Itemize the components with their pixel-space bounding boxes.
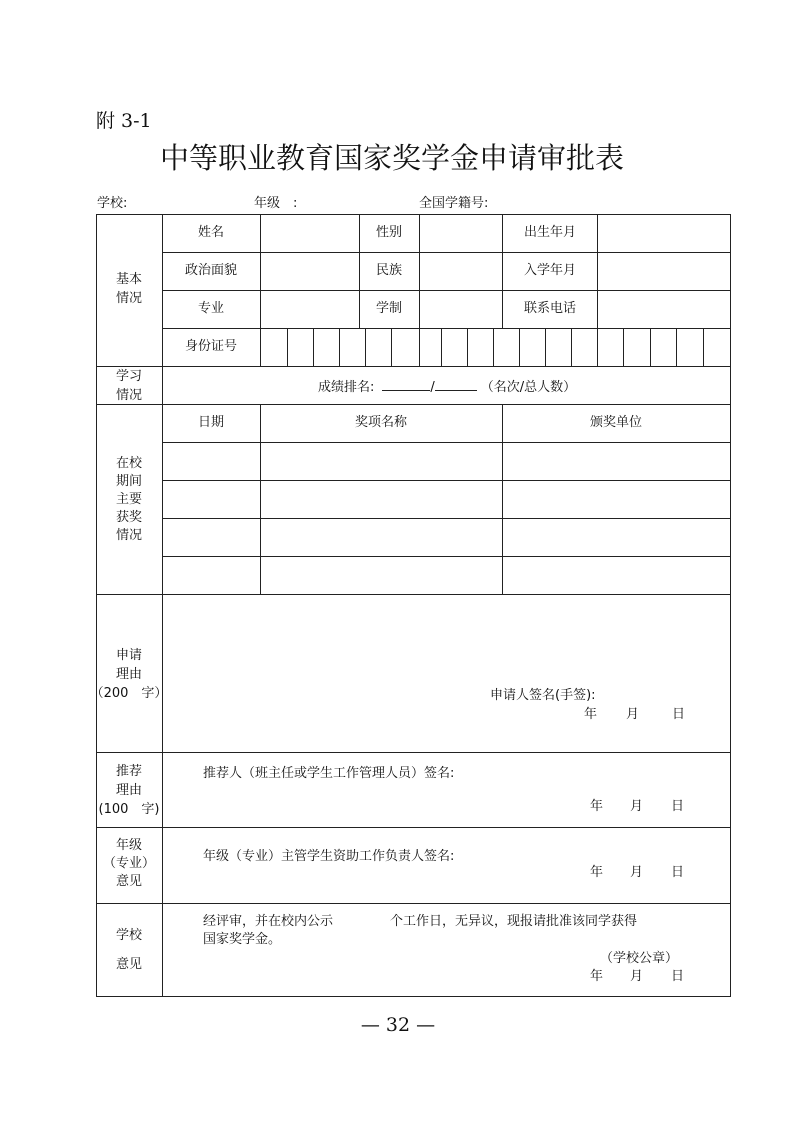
id-number-field[interactable] (261, 329, 729, 366)
enroll-field[interactable] (598, 253, 729, 290)
name-label: 姓名 (197, 225, 225, 240)
awards-row[interactable] (163, 443, 729, 480)
school-opinion-section-label: 学校 意见 (115, 928, 143, 972)
grade-label: 年级 : (254, 196, 298, 211)
school-label: 学校: (97, 196, 128, 211)
awards-header-name: 奖项名称 (354, 415, 408, 430)
page-title: 中等职业教育国家奖学金申请审批表 (160, 141, 625, 175)
recommend-date-day: 日 (671, 799, 685, 814)
reason-section-label: 申请 理由 （200 字） (90, 648, 168, 701)
political-label: 政治面貌 (184, 263, 238, 278)
gender-field[interactable] (420, 215, 501, 252)
phone-field[interactable] (598, 291, 729, 328)
awards-row[interactable] (163, 519, 729, 556)
recommend-date-month: 月 (630, 799, 644, 814)
ranking-note: （名次/总人数） (480, 380, 577, 395)
major-field[interactable] (261, 291, 358, 328)
duration-label: 学制 (375, 301, 403, 316)
ethnicity-field[interactable] (420, 253, 501, 290)
enroll-label: 入学年月 (523, 263, 577, 278)
awards-header-date: 日期 (197, 415, 225, 430)
recommend-field[interactable] (163, 784, 583, 824)
awards-header-issuer: 颁奖单位 (589, 415, 643, 430)
phone-label: 联系电话 (523, 301, 577, 316)
school-opinion-text-part1: 经评审，并在校内公示 (203, 914, 334, 929)
grade-opinion-signature-label: 年级（专业）主管学生资助工作负责人签名: (203, 849, 455, 864)
study-section-label: 学习 情况 (115, 369, 143, 403)
appendix-label: 附 3-1 (96, 110, 152, 132)
reason-field[interactable] (163, 596, 729, 684)
ranking-line (318, 378, 576, 396)
name-field[interactable] (261, 215, 358, 252)
gender-label: 性别 (375, 225, 403, 240)
grade-opinion-date-month: 月 (630, 865, 644, 880)
political-field[interactable] (261, 253, 358, 290)
applicant-signature-label: 申请人签名(手签): (490, 688, 596, 703)
duration-field[interactable] (420, 291, 501, 328)
school-seal-label: （学校公章） (600, 951, 679, 966)
reason-date-year: 年 (584, 707, 598, 722)
awards-row[interactable] (163, 557, 729, 594)
recommender-signature-label: 推荐人（班主任或学生工作管理人员）签名: (203, 766, 455, 781)
school-opinion-text-line2: 国家奖学金。 (203, 932, 282, 947)
rank-field[interactable] (382, 378, 430, 391)
major-label: 专业 (197, 301, 225, 316)
awards-section-label: 在校 期间 主要 获奖 情况 (115, 456, 143, 543)
birth-field[interactable] (598, 215, 729, 252)
reason-date-month: 月 (626, 707, 640, 722)
ranking-label: 成绩排名: (318, 380, 375, 395)
grade-opinion-date-day: 日 (671, 865, 685, 880)
awards-row[interactable] (163, 481, 729, 518)
school-opinion-date-year: 年 (590, 969, 604, 984)
school-opinion-date-day: 日 (671, 969, 685, 984)
ethnicity-label: 民族 (375, 263, 403, 278)
ranking-separator: / (430, 380, 435, 395)
grade-opinion-section-label: 年级 （专业） 意见 (102, 838, 156, 889)
recommend-date-year: 年 (590, 799, 604, 814)
school-opinion-text-part2: 个工作日，无异议，现报请批准该同学获得 (390, 914, 638, 929)
school-opinion-date-month: 月 (630, 969, 644, 984)
student-id-label: 全国学籍号: (419, 196, 489, 211)
total-field[interactable] (435, 378, 477, 391)
page-number: — 32 — (360, 1014, 436, 1036)
reason-date-day: 日 (672, 707, 686, 722)
birth-label: 出生年月 (523, 225, 577, 240)
recommend-section-label: 推荐 理由 (100 字) (98, 764, 160, 817)
publicity-days-field[interactable] (334, 914, 388, 930)
basic-section-label: 基本 情况 (115, 272, 143, 306)
grade-opinion-date-year: 年 (590, 865, 604, 880)
id-number-label: 身份证号 (184, 339, 238, 354)
